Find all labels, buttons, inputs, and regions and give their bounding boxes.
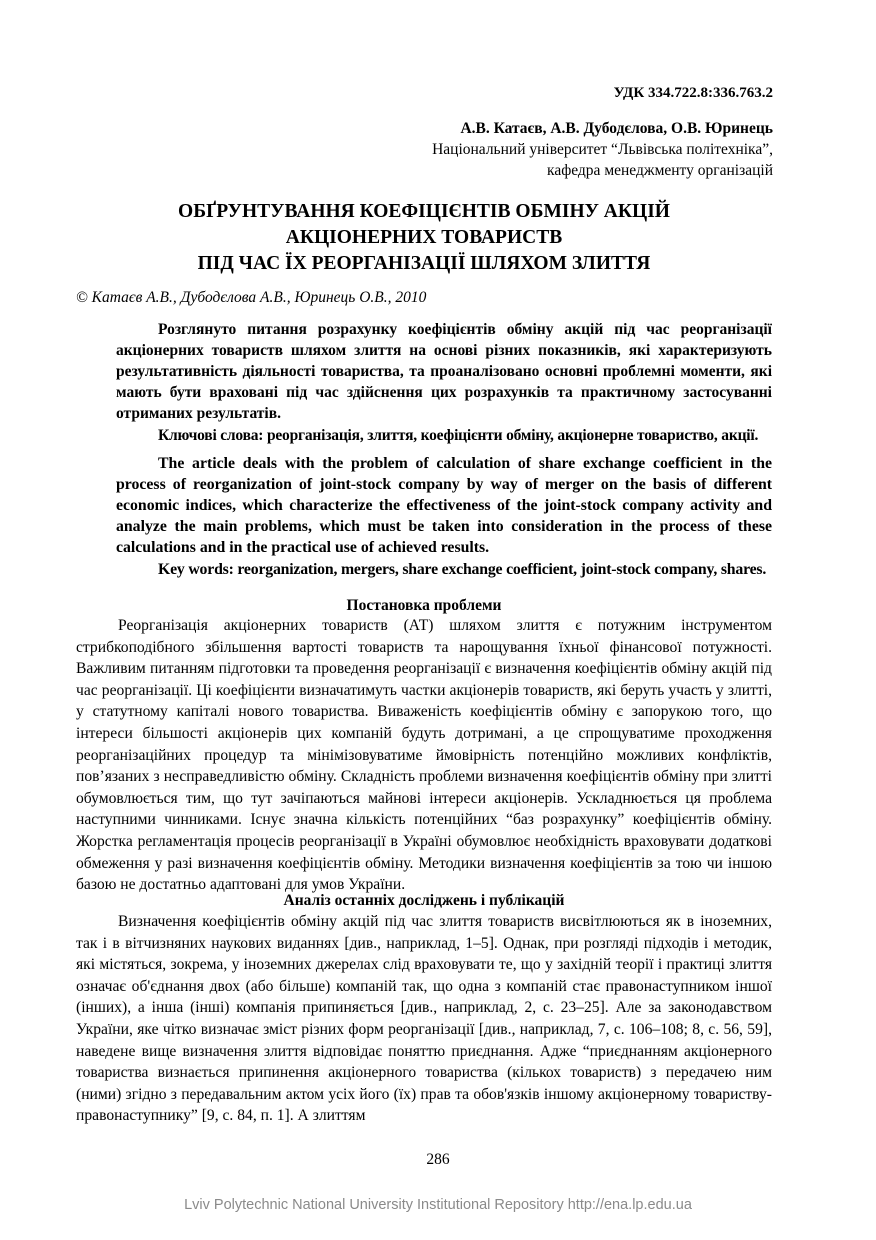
abstract-en-text: The article deals with the problem of calculation of share exchange coefficient in the process of reorganization of joint-stock company by way of merger on the basis of different economic indices, which characterize the effectiveness of the joint-stock company activity and analyze the main problems, which must be taken into consideration in the process of these calculations and in the practical use of achieved results. bbox=[116, 455, 772, 556]
abstract-ukrainian bbox=[116, 319, 772, 446]
abstract-ua-text: Розглянуто питання розрахунку коефіцієнтів обміну акцій під час реорганізації акціонерних товариств шляхом злиття на основі різних показників, які характеризують результативність діяльності товариства, та проаналізовано основні проблемні моменти, які мають бути враховані під час здійснення цих розрахунків та практичному застосуванні отриманих результатів. bbox=[116, 321, 772, 422]
repository-footer: Lviv Polytechnic National University Institutional Repository http://ena.lp.edu.ua bbox=[184, 1197, 692, 1213]
abstract-english bbox=[116, 453, 772, 580]
section-heading-analysis: Аналіз останніх досліджень і публікацій bbox=[283, 892, 565, 909]
keywords-en: Key words: reorganization, mergers, share exchange coefficient, joint-stock company, shares. bbox=[158, 561, 767, 578]
author-block bbox=[432, 118, 773, 181]
section-body-analysis bbox=[76, 911, 772, 1127]
section-body-problem bbox=[76, 615, 772, 896]
title-line-2: АКЦІОНЕРНИХ ТОВАРИСТВ bbox=[285, 227, 563, 248]
title-line-1: ОБҐРУНТУВАННЯ КОЕФІЦІЄНТІВ ОБМІНУ АКЦІЙ bbox=[178, 201, 670, 222]
affiliation-line-2: кафедра менеджменту організацій bbox=[547, 162, 773, 179]
udk-code: УДК 334.722.8:336.763.2 bbox=[613, 85, 773, 101]
copyright-line: © Катаєв А.В., Дубодєлова А.В., Юринець О.В., 2010 bbox=[76, 289, 427, 306]
title-line-3: ПІД ЧАС ЇХ РЕОРГАНІЗАЦІЇ ШЛЯХОМ ЗЛИТТЯ bbox=[197, 253, 651, 274]
page-number: 286 bbox=[426, 1151, 450, 1168]
paragraph: Визначення коефіцієнтів обміну акцій під час злиття товариств висвітлюються як в іноземних, так і в вітчизняних наукових виданнях [див., наприклад, 1–5]. Однак, при розгляді підходів і методик, які містяться, зокрема, у іноземних джерелах слід враховувати те, що у західній теорії і практиці злиття означає об'єднання двох (або більше) компаній так, що одна з компаній стає правонаступником іншої (інших), а інша (інші) компанія припиняється [див., наприклад, 2, с. 23–25]. Але за законодавством України, яке чітко визначає зміст різних форм реорганізації [див., наприклад, 7, с. 106–108; 8, с. 56, 59], наведене вище визначення злиття відповідає поняттю приєднання. Адже “приєднанням акціонерного товариства визнається припинення акціонерного товариства (кількох товариств) з передачею ним (ними) згідно з передавальним актом усіх його (їх) прав та обов'язків іншому акціонерному товариству-правонаступнику” [9, с. 84, п. 1]. А злиттям bbox=[76, 913, 772, 1125]
section-heading-problem: Постановка проблеми bbox=[346, 597, 502, 614]
keywords-ua: Ключові слова: реорганізація, злиття, коефіцієнти обміну, акціонерне товариство, акції. bbox=[158, 427, 759, 444]
paper-title bbox=[76, 199, 772, 277]
affiliation-line-1: Національний університет “Львівська політехніка”, bbox=[432, 141, 773, 158]
author-names: А.В. Катаєв, А.В. Дубодєлова, О.В. Юринець bbox=[460, 120, 773, 137]
paragraph: Реорганізація акціонерних товариств (АТ) шляхом злиття є потужним інструментом стрибкоподібного збільшення вартості товариств та нарощування їхньої фінансової потужності. Важливим питанням підготовки та проведення реорганізації є визначення коефіцієнтів обміну акцій під час реорганізації. Ці коефіцієнти визначатимуть частки акціонерів товариств, які беруть участь у злитті, у статутному капіталі нового товариства. Виваженість коефіцієнтів обміну є запорукою того, що інтереси більшості акціонерів цих компаній будуть дотримані, а це спрощуватиме проходження реорганізаційних процедур та мінімізовуватиме ймовірність потенційно можливих конфліктів, пов’язаних з несправедливістю обміну. Складність проблеми визначення коефіцієнтів обміну при злитті обумовлюється тим, що тут зачіпаються майнові інтереси акціонерів. Ускладнюється ця проблема наступними чинниками. Існує значна кількість потенційних “баз розрахунку” коефіцієнтів обміну. Жорстка регламентація процесів реорганізації в Україні обумовлює необхідність враховувати додаткові обмеження у разі визначення коефіцієнтів обміну. Методики визначення коефіцієнтів за тою чи іншою базою не достатньо адаптовані для умов України. bbox=[76, 617, 772, 894]
